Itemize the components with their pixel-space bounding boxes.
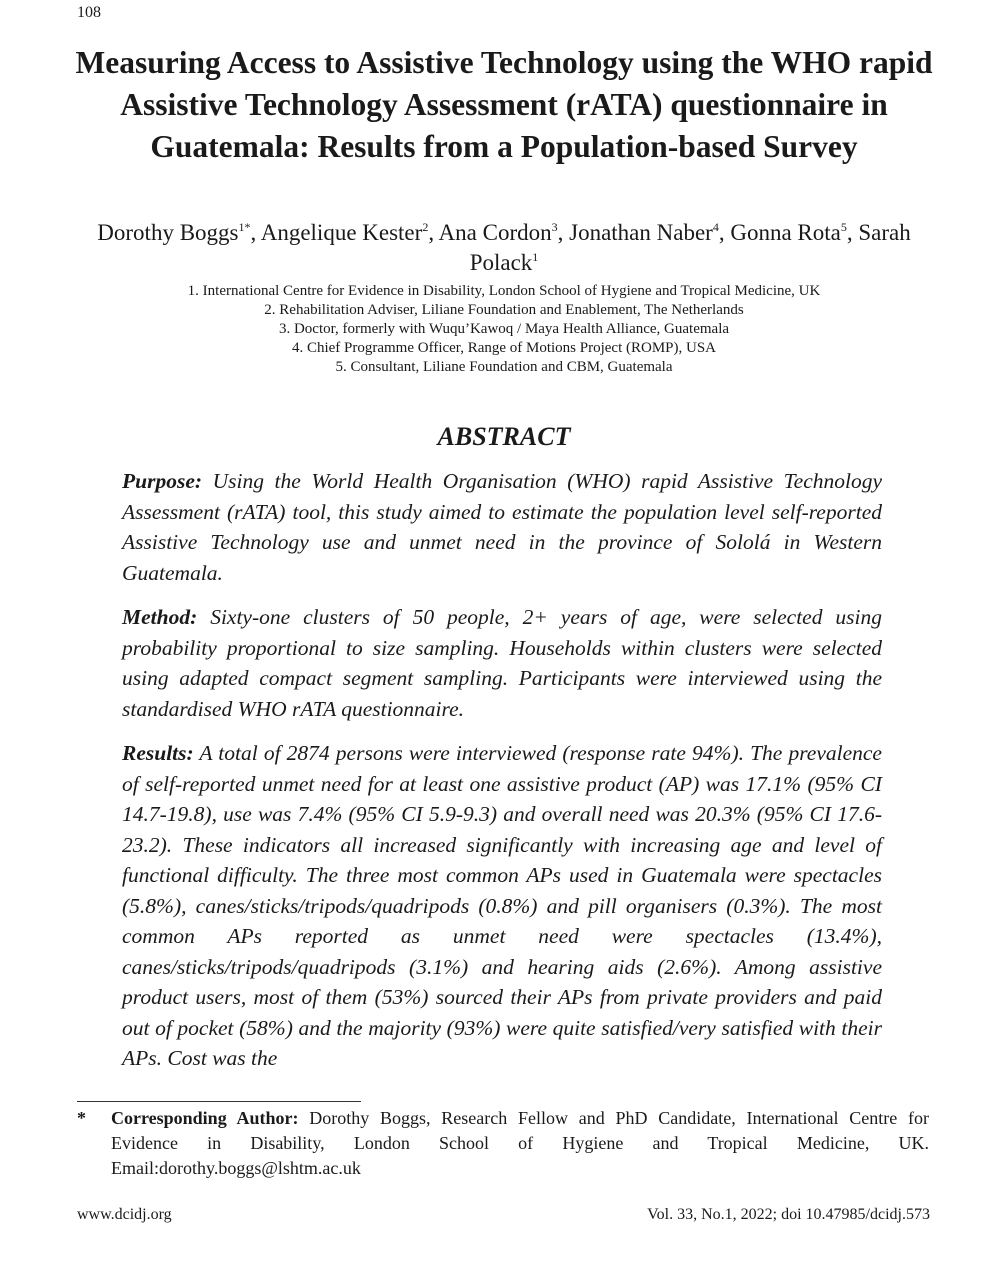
footnote-text: Dorothy Boggs, Research Fellow and PhD Candidate, International Centre for Evidence in Disability, London School of Hygiene and Tropical Medicine, UK. Email:dorothy.boggs@lshtm.ac.uk <box>111 1108 929 1178</box>
footnote-text-block <box>111 1106 929 1181</box>
footer-citation: Vol. 33, No.1, 2022; doi 10.47985/dcidj.573 <box>647 1206 930 1223</box>
abstract-heading: ABSTRACT <box>437 422 571 451</box>
author-affiliation-marker: 3 <box>551 220 558 234</box>
affiliation-line: 1. International Centre for Evidence in Disability, London School of Hygiene and Tropical Medicine, UK <box>187 283 821 299</box>
author-name: Dorothy Boggs <box>97 220 239 245</box>
author-separator: , <box>250 220 261 245</box>
author-separator: , <box>718 220 731 245</box>
affiliation-line: 4. Chief Programme Officer, Range of Motions Project (ROMP), USA <box>291 340 717 356</box>
abstract-results-label: Results: <box>122 741 194 765</box>
author-name: Ana Cordon <box>438 220 552 245</box>
author-separator: , <box>428 220 439 245</box>
abstract-purpose <box>122 466 882 588</box>
affiliation-line: 3. Doctor, formerly with Wuqu’Kawoq / Maya Health Alliance, Guatemala <box>278 321 730 337</box>
author-affiliation-marker: 1* <box>238 220 251 234</box>
author-list <box>80 218 928 278</box>
footnote-divider <box>77 1101 361 1102</box>
author-name: Angelique Kester <box>260 220 423 245</box>
abstract-results-text: A total of 2874 persons were interviewed (response rate 94%). The prevalence of self-reported unmet need for at least one assistive product (AP) was 17.1% (95% CI 14.7-19.8), use was 7.4% (95% CI 5.9-9.3) and overall need was 20.3% (95% CI 17.6-23.2). These indicators all increased significantly with increasing age and level of functional difficulty. The three most common APs used in Guatemala were spectacles (5.8%), canes/sticks/tripods/quadripods (0.8%) and pill organisers (0.3%). The most common APs reported as unmet need were spectacles (13.4%), canes/sticks/tripods/quadripods (3.1%) and hearing aids (2.6%). Among assistive product users, most of them (53%) sourced their APs from private providers and paid out of pocket (58%) and the majority (93%) were quite satisfied/very satisfied with their APs. Cost was the <box>122 741 882 1070</box>
footnote-marker: * <box>77 1108 86 1128</box>
footnote-label: Corresponding Author: <box>111 1108 299 1128</box>
author-name: Sarah Polack <box>469 220 911 275</box>
affiliation-line: 2. Rehabilitation Adviser, Liliane Foundation and Enablement, The Netherlands <box>264 302 744 318</box>
author-name: Jonathan Naber <box>569 220 713 245</box>
author <box>730 220 847 245</box>
author-affiliation-marker: 2 <box>422 220 429 234</box>
abstract-method-label: Method: <box>122 605 198 629</box>
author <box>439 220 558 245</box>
author-affiliation-marker: 4 <box>712 220 719 234</box>
paper-title: Measuring Access to Assistive Technology using the WHO rapid Assistive Technology Assessment (rATA) questionnaire in Guatemala: Results from a Population-based Survey <box>75 45 933 164</box>
abstract-purpose-label: Purpose: <box>122 469 203 493</box>
abstract-purpose-text: Using the World Health Organisation (WHO) rapid Assistive Technology Assessment (rATA) tool, this study aimed to estimate the population level self-reported Assistive Technology use and unmet need in the province of Sololá in Western Guatemala. <box>122 469 883 585</box>
author-affiliation-marker: 1 <box>532 250 539 264</box>
footer-website: www.dcidj.org <box>77 1206 172 1223</box>
abstract-results <box>122 738 882 1074</box>
author <box>569 220 719 245</box>
page-number: 108 <box>77 4 101 21</box>
corresponding-author-footnote <box>77 1106 929 1181</box>
affiliation-list <box>60 282 948 377</box>
author-name: Gonna Rota <box>730 220 841 245</box>
affiliation-line: 5. Consultant, Liliane Foundation and CBM, Guatemala <box>335 359 673 375</box>
author-separator: , <box>846 220 859 245</box>
abstract-method <box>122 602 882 724</box>
abstract-body <box>122 466 882 1088</box>
abstract-method-text: Sixty-one clusters of 50 people, 2+ years of age, were selected using probability proportional to size sampling. Households within clusters were selected using adapted compact segment sampling. Participants were interviewed using the standardised WHO rATA questionnaire. <box>122 605 882 721</box>
author <box>261 220 429 245</box>
author <box>97 220 250 245</box>
author-affiliation-marker: 5 <box>840 220 847 234</box>
author-separator: , <box>557 220 570 245</box>
